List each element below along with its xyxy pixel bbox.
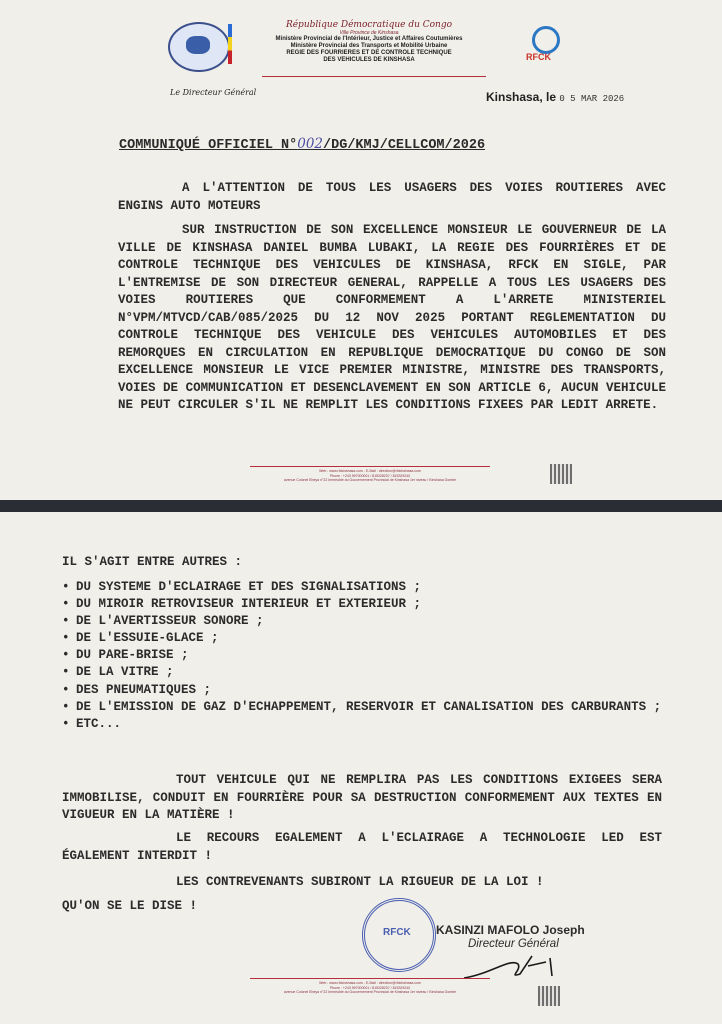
requirements-list-block bbox=[62, 579, 672, 733]
penalty-paragraph: LES CONTREVENANTS SUBIRONT LA RIGUEUR DE LA LOI ! bbox=[176, 875, 544, 889]
attention-text: A L'ATTENTION DE TOUS LES USAGERS DES VOIES ROUTIERES AVEC ENGINS AUTO MOTEURS bbox=[118, 181, 666, 213]
immobilisation-block bbox=[62, 772, 662, 825]
footer-line-1: Web : www.rfckinshasa.com - E-Mail : direction@rfckinshasa.com bbox=[319, 469, 421, 473]
communique-number: 002 bbox=[297, 136, 324, 152]
seal-text: RFCK bbox=[383, 927, 411, 938]
list-item: • DE L'AVERTISSEUR SONORE ; bbox=[62, 613, 672, 630]
led-block bbox=[62, 830, 662, 865]
closing-block bbox=[62, 898, 362, 916]
ville-name: Ville Province de Kinshasa bbox=[339, 30, 399, 36]
rfck-logo-text: RFCK bbox=[526, 52, 551, 62]
page-1-footer bbox=[250, 466, 490, 483]
main-paragraph-block bbox=[118, 222, 666, 415]
signer-role: Directeur Général bbox=[468, 938, 559, 950]
footer-divider bbox=[250, 466, 490, 467]
coat-of-arms-icon bbox=[168, 22, 230, 72]
regie-line-1: REGIE DES FOURRIERES ET DE CONTROLE TECHNIQUE bbox=[286, 50, 452, 56]
regie-line-2: DES VEHICULES DE KINSHASA bbox=[323, 57, 415, 63]
led-paragraph: LE RECOURS EGALEMENT A L'ECLAIRAGE A TECHNOLOGIE LED EST ÉGALEMENT INTERDIT ! bbox=[62, 831, 662, 863]
list-item: • DES PNEUMATIQUES ; bbox=[62, 682, 672, 699]
qr-code-icon bbox=[538, 986, 560, 1006]
rfck-logo bbox=[522, 24, 572, 64]
list-intro-block bbox=[62, 554, 672, 572]
list-item: • DU PARE-BRISE ; bbox=[62, 647, 672, 664]
header-divider bbox=[262, 76, 486, 77]
footer-line-3: avenue Colonel Ebeya n°22 Immeuble du Gouvernement Provincial de Kinshasa 1er niveau / Kinshasa Gombe bbox=[283, 478, 457, 482]
list-item: • DE LA VITRE ; bbox=[62, 664, 672, 681]
signatory-title: Le Directeur Général bbox=[170, 88, 257, 97]
qr-code-icon bbox=[550, 464, 572, 484]
letterhead bbox=[234, 20, 504, 64]
list-item: • DU SYSTEME D'ECLAIRAGE ET DES SIGNALISATIONS ; bbox=[62, 579, 672, 596]
ministry-line-2: Ministère Provincial des Transports et Mobilité Urbaine bbox=[290, 43, 448, 49]
main-paragraph: SUR INSTRUCTION DE SON EXCELLENCE MONSIEUR LE GOUVERNEUR DE LA VILLE DE KINSHASA DANIEL BUMBA LUBAKI, LA REGIE DES FOURRIÈRES ET DE CONTROLE TECHNIQUE DES VEHICULES DE KINSHASA, RFCK EN SIGLE, PAR L'ENTREMISE DE SON DIRECTEUR GENERAL, RAPPELLE A TOUS LES USAGERS DES VOIES ROUTIERES QUE CONFORMEMENT A L'ARRETE MINISTERIEL N°VPM/MTVCD/CAB/085/2025 DU 12 NOV 2025 PORTANT REGLEMENTATION DU CONTROLE TECHNIQUE DES VEHICULE DES VEHICULES AUTOMOBILES ET DES REMORQUES EN CIRCULATION EN REPUBLIQUE DEMOCRATIQUE DU CONGO DE SON EXCELLENCE MONSIEUR LE VICE PREMIER MINISTRE, MINISTRE DES TRANSPORTS, VOIES DE COMMUNICATION ET DESENCLAVEMENT EN SON ARTICLE 6, AUCUN VEHICULE NE PEUT CIRCULER S'IL NE REMPLIT LES CONDITIONS FIXEES PAR LEDIT ARRETE. bbox=[118, 223, 666, 412]
list-item: • DE L'EMISSION DE GAZ D'ECHAPPEMENT, RESERVOIR ET CANALISATION DES CARBURANTS ; bbox=[62, 699, 672, 716]
closing-text: QU'ON SE LE DISE ! bbox=[62, 899, 198, 913]
requirements-list bbox=[62, 579, 672, 733]
flag-icon bbox=[228, 24, 232, 64]
list-item: • DE L'ESSUIE-GLACE ; bbox=[62, 630, 672, 647]
penalty-block bbox=[62, 874, 662, 892]
list-intro: IL S'AGIT ENTRE AUTRES : bbox=[62, 555, 243, 569]
title-prefix: COMMUNIQUÉ OFFICIEL N° bbox=[119, 138, 298, 153]
signer-name: KASINZI MAFOLO Joseph bbox=[436, 923, 585, 937]
place-date bbox=[486, 90, 624, 104]
attention-block bbox=[118, 180, 666, 215]
footer-line-1: Web : www.rfckinshasa.com - E-Mail : direction@rfckinshasa.com bbox=[319, 981, 421, 985]
list-item: • DU MIROIR RETROVISEUR INTERIEUR ET EXTERIEUR ; bbox=[62, 596, 672, 613]
footer-line-3: avenue Colonel Ebeya n°22 Immeuble du Gouvernement Provincial de Kinshasa 1er niveau / Kinshasa Gombe bbox=[283, 990, 457, 994]
republic-name: République Démocratique du Congo bbox=[285, 20, 453, 30]
list-item: • ETC... bbox=[62, 716, 672, 733]
footer-line-2: Phone : +243 997000001 / 815328237 / 815329240 bbox=[329, 985, 411, 990]
date-stamp: 0 5 MAR 2026 bbox=[559, 94, 625, 104]
ministry-line-1: Ministère Provincial de l'Intérieur, Justice et Affaires Coutumières bbox=[275, 36, 463, 42]
title-suffix: /DG/KMJ/CELLCOM/2026 bbox=[323, 138, 486, 153]
rfck-ring-icon bbox=[532, 26, 560, 54]
place: Kinshasa, le bbox=[486, 90, 557, 104]
footer-line-2: Phone : +243 997000001 / 815328237 / 815329240 bbox=[329, 473, 411, 478]
footer-divider bbox=[250, 978, 490, 979]
official-seal-stamp bbox=[362, 898, 436, 972]
document-page-1 bbox=[0, 0, 722, 500]
communique-title bbox=[119, 136, 485, 153]
page-2-footer bbox=[250, 978, 490, 995]
immobilisation-paragraph: TOUT VEHICULE QUI NE REMPLIRA PAS LES CONDITIONS EXIGEES SERA IMMOBILISE, CONDUIT EN FOURRIÈRE POUR SA DESTRUCTION CONFORMEMENT AUX TEXTES EN VIGUEUR EN LA MATIÈRE ! bbox=[62, 773, 662, 823]
